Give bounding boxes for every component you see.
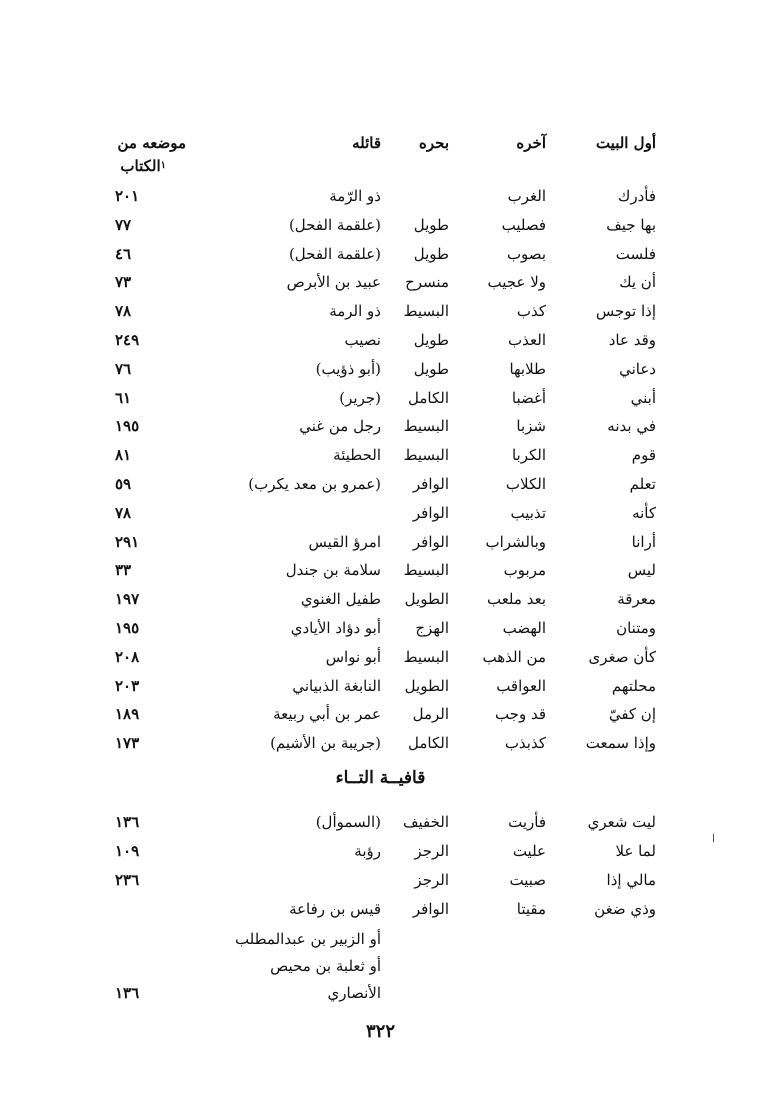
poet-cell: النابغة الذبياني	[292, 676, 381, 695]
verse-end-cell: صبيت	[509, 871, 546, 889]
page-ref-cell: ١٠٩	[115, 842, 140, 860]
verse-start-cell: ليس	[627, 561, 656, 580]
page-ref-cell: ٢٠١	[115, 187, 140, 205]
meter-cell: الهزج	[415, 619, 449, 637]
page-ref-cell: ١٩٥	[115, 417, 140, 436]
poet-cell: نصيب	[344, 331, 381, 349]
poet-cell: رؤبة	[354, 842, 381, 860]
poet-continuation-3: الأنصاري	[327, 984, 381, 1002]
verse-start-cell: كأنه	[632, 503, 656, 522]
poet-cell: عبيد بن الأبرص	[286, 273, 381, 292]
page-ref-cell: ١٣٦	[115, 813, 140, 831]
verse-start-cell: محلتهم	[611, 676, 656, 695]
verse-start-cell: إذا توجس	[595, 302, 656, 321]
verse-start-cell: مالي إذا	[606, 871, 656, 889]
poet-cell: (أبو ذؤيب)	[315, 359, 381, 378]
meter-cell: منسرح	[405, 273, 449, 292]
page-ref-cell: ٧٨	[115, 503, 132, 522]
header-meter: بحره	[419, 134, 449, 152]
meter-cell: الوافر	[412, 532, 449, 551]
header-poet: قائله	[352, 134, 381, 152]
meter-cell: طويل	[413, 331, 449, 349]
verse-end-cell: وبالشراب	[485, 532, 546, 551]
page-ref-cell: ٣٣	[115, 561, 132, 580]
poet-cell: قيس بن رفاعة	[289, 900, 381, 918]
verse-end-cell: شزبا	[516, 417, 546, 436]
meter-cell: البسيط	[403, 302, 449, 321]
verse-end-cell: عليت	[512, 842, 546, 860]
verse-start-cell: فلست	[615, 244, 656, 263]
verse-end-cell: مقيتا	[516, 900, 546, 918]
verse-end-cell: كذبذب	[504, 734, 546, 753]
page-ref-cell: ٢٠٣	[115, 676, 140, 695]
meter-cell: البسيط	[403, 446, 449, 465]
header-location-line2: $^١$الكتاب	[120, 157, 166, 175]
page-ref-cell: ٢٠٨	[115, 647, 140, 666]
meter-cell: طويل	[413, 215, 449, 234]
section-title: قافيــة التــاء	[335, 768, 426, 788]
verse-end-cell: تذبيب	[510, 503, 546, 522]
verse-end-cell: بصوب	[506, 244, 546, 263]
verse-start-cell: كأن صغرى	[588, 647, 656, 666]
verse-end-cell: الهضب	[502, 619, 546, 637]
poet-cell: امرؤ القيس	[308, 532, 381, 551]
verse-start-cell: وذي ضغن	[594, 900, 656, 918]
meter-cell: الطويل	[404, 676, 449, 695]
page-ref-cell: ٨١	[115, 446, 132, 465]
page-ref-cell: ٢٤٩	[115, 331, 140, 349]
verse-start-cell: إن كفيّ	[608, 705, 656, 724]
poet-continuation-1: أو الزبير بن عبدالمطلب	[234, 930, 381, 948]
page-ref-cell: ١٨٩	[115, 705, 140, 724]
page-ref-cell: ٧٧	[115, 215, 132, 234]
poet-cell: ذو الرّمة	[329, 187, 381, 205]
page-ref-cell: ٢٣٦	[115, 871, 140, 889]
meter-cell: الوافر	[412, 475, 449, 493]
meter-cell: الرجز	[414, 871, 449, 889]
page-ref-cell: ٤٦	[115, 244, 132, 263]
page-ref-cell: ١٧٣	[115, 734, 140, 753]
page-ref-cell: ٧٣	[115, 273, 132, 292]
meter-cell: البسيط	[403, 561, 449, 580]
poet-cell: رجل من غني	[299, 417, 381, 436]
verse-end-cell: طلابها	[509, 359, 546, 378]
verse-end-cell: أغضبا	[511, 388, 546, 407]
poet-continuation-2: أو ثعلبة بن محيص	[270, 957, 381, 975]
header-location-line1: موضعه من	[117, 134, 186, 152]
verse-start-cell: ومتنان	[616, 619, 656, 637]
verse-start-cell: وقد عاد	[608, 331, 656, 349]
poet-cell: (جرير)	[339, 388, 381, 407]
meter-cell: الخفيف	[402, 813, 449, 831]
verse-start-cell: وإذا سمعت	[585, 734, 656, 753]
meter-cell: طويل	[413, 359, 449, 378]
verse-end-cell: من الذهب	[482, 647, 546, 666]
verse-end-cell: الكلاب	[505, 475, 546, 493]
verse-start-cell: تعلم	[629, 475, 656, 493]
verse-start-cell: فأدرك	[617, 187, 656, 205]
verse-end-cell: العواقب	[496, 676, 546, 695]
verse-end-cell: فصليب	[501, 215, 546, 234]
verse-start-cell: في بدنه	[607, 417, 656, 436]
meter-cell: البسيط	[403, 647, 449, 666]
verse-start-cell: بها جيف	[606, 215, 656, 234]
verse-end-cell: مربوب	[503, 561, 546, 580]
verse-start-cell: لما علا	[615, 842, 656, 860]
last-page-reference: ١٣٦	[115, 984, 140, 1002]
verse-start-cell: أبني	[630, 388, 656, 407]
meter-cell: الكامل	[408, 734, 449, 753]
margin-mark	[713, 834, 714, 842]
verse-start-cell: ليت شعري	[587, 813, 656, 831]
verse-end-cell: الكربا	[511, 446, 546, 465]
verse-start-cell: معرقة	[617, 590, 656, 609]
poet-cell: طفيل الغنوي	[300, 590, 381, 609]
poet-cell: (علقمة الفحل)	[288, 215, 381, 234]
page-ref-cell: ١٩٧	[115, 590, 140, 609]
header-first-verse: أول البيت	[595, 134, 656, 152]
meter-cell: الرجز	[414, 842, 449, 860]
page-ref-cell: ١٩٥	[115, 619, 140, 637]
verse-start-cell: قوم	[631, 446, 656, 465]
meter-cell: البسيط	[403, 417, 449, 436]
poet-cell: (عمرو بن معد يكرب)	[248, 475, 381, 493]
poet-cell: أبو نواس	[325, 647, 381, 666]
header-verse-end: آخره	[516, 134, 546, 152]
verse-end-cell: بعد ملعب	[486, 590, 546, 609]
poet-cell: (علقمة الفحل)	[288, 244, 381, 263]
page-ref-cell: ٧٨	[115, 302, 132, 321]
verse-end-cell: العذب	[508, 331, 546, 349]
poet-cell: ذو الرمة	[329, 302, 381, 321]
verse-start-cell: أرانا	[631, 532, 656, 551]
verse-end-cell: قد وجب	[494, 705, 546, 724]
meter-cell: الوافر	[412, 900, 449, 918]
page-ref-cell: ٧٦	[115, 359, 132, 378]
verse-end-cell: فأريت	[508, 813, 546, 831]
meter-cell: طويل	[413, 244, 449, 263]
verse-end-cell: ولا عجيب	[487, 273, 546, 292]
meter-cell: الطويل	[404, 590, 449, 609]
page-ref-cell: ٦١	[115, 388, 132, 407]
poet-cell: عمر بن أبي ربيعة	[273, 705, 381, 724]
verse-end-cell: الغرب	[507, 187, 546, 205]
meter-cell: الوافر	[412, 503, 449, 522]
page-number: ٣٢٢	[365, 1021, 395, 1042]
poet-cell: (جريبة بن الأشيم)	[270, 734, 381, 753]
meter-cell: الرمل	[412, 705, 449, 724]
meter-cell: الكامل	[408, 388, 449, 407]
page-ref-cell: ٢٩١	[115, 532, 140, 551]
verse-end-cell: كذب	[516, 302, 546, 321]
poet-cell: الحطيئة	[333, 446, 381, 465]
poet-cell: أبو دؤاد الأيادي	[290, 619, 381, 637]
verse-start-cell: دعاني	[619, 359, 656, 378]
page-ref-cell: ٥٩	[115, 475, 132, 493]
verse-start-cell: أن يك	[619, 273, 656, 292]
poet-cell: سلامة بن جندل	[285, 561, 381, 580]
poet-cell: (السموأل)	[315, 813, 381, 831]
